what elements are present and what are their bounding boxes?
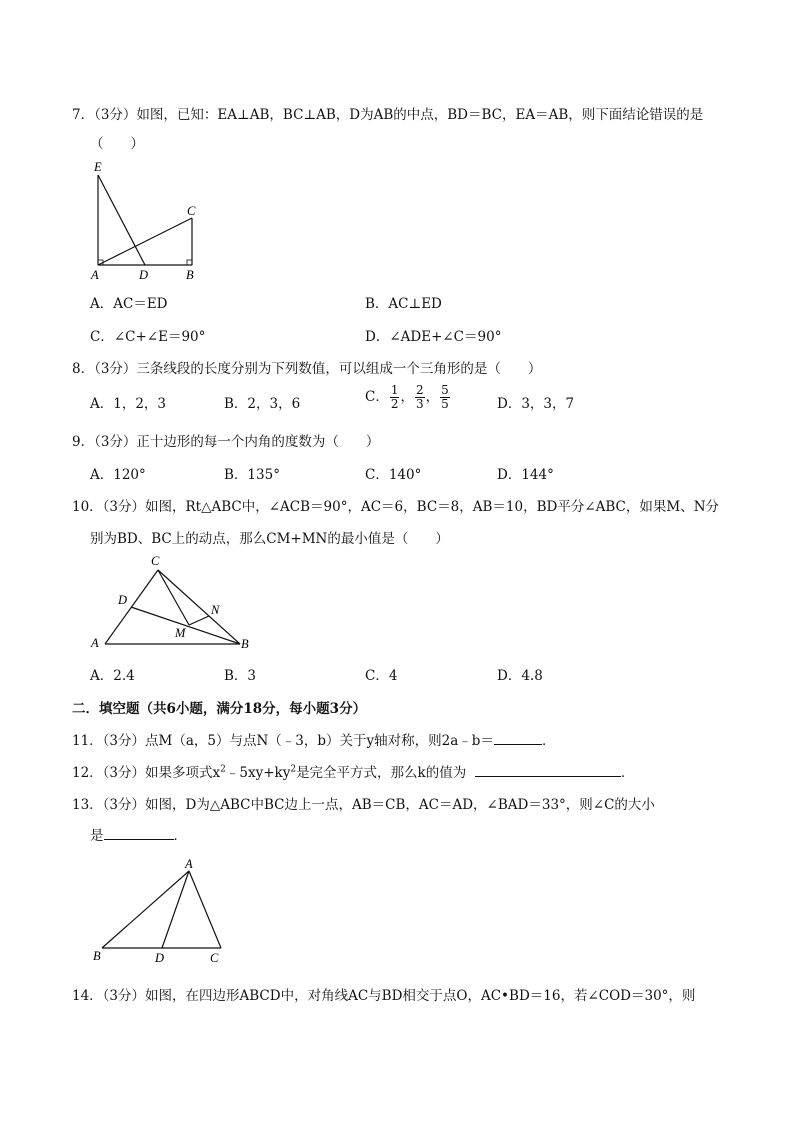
q11-period: ． (541, 733, 556, 749)
q10-label-m: M (175, 626, 186, 640)
q7-stem-line2: （ ） (90, 136, 144, 152)
q10-label-d: D (118, 593, 128, 607)
q7-label-e: E (94, 160, 102, 174)
q11-answer-blank[interactable] (494, 732, 542, 745)
q9-option-d: D．144° (497, 467, 554, 483)
q7-option-d: D．∠ADE+∠C＝90° (365, 329, 502, 345)
q13-segment-ac (189, 871, 221, 948)
q10-option-b: B．3 (224, 668, 257, 684)
q11-line (72, 729, 555, 749)
q12-text-a: 12．（3分）如果多项式x (72, 765, 221, 781)
q10-label-a: A (91, 636, 99, 650)
q10-option-d: D．4.8 (497, 668, 543, 684)
q12-text-c: 是完全平方式，那么k的值为 (296, 765, 467, 781)
q7-stem-line1: 7．（3分）如图，已知：EA⊥AB，BC⊥AB，D为AB的中点，BD＝BC，EA＝AB，则下面结论错误的是 (72, 107, 704, 123)
q8-option-d: D．3，3，7 (497, 396, 575, 412)
q8-fraction-3 (440, 384, 450, 411)
q10-segment-cb (158, 570, 240, 644)
q12-answer-blank[interactable] (475, 764, 621, 777)
q8-fraction-3-num: 5 (441, 383, 449, 397)
q8-fraction-2-den: 3 (415, 397, 424, 411)
q7-option-b: B．AC⊥ED (365, 296, 442, 312)
q13-answer-blank[interactable] (104, 827, 174, 840)
q7-option-a: A．AC＝ED (90, 296, 168, 312)
q14-stem: 14．（3分）如图，在四边形ABCD中，对角线AC与BD相交于点O，AC•BD＝16，若∠COD＝30°，则 (72, 988, 696, 1004)
q13-stem-line1: 13．（3分）如图，D为△ABC中BC边上一点，AB＝CB，AC＝AD，∠BAD＝33°，则∠C的大小 (72, 797, 655, 813)
q10-stem-line1: 10．（3分）如图，Rt△ABC中，∠ACB＝90°，AC＝6，BC＝8，AB＝10，BD平分∠ABC，如果M、N分 (72, 499, 720, 515)
q10-segment-mn (189, 616, 209, 625)
q8-option-a: A．1，2，3 (90, 396, 167, 412)
q7-figure (85, 155, 210, 285)
q8-fraction-2 (415, 384, 425, 411)
q9-stem: 9．（3分）正十边形的每一个内角的度数为（ ） (72, 434, 380, 450)
q8-option-c (365, 384, 451, 411)
q9-option-a: A．120° (90, 467, 146, 483)
q13-figure (85, 853, 230, 968)
q7-right-angle-b (187, 260, 192, 265)
q9-option-b: B．135° (224, 467, 280, 483)
q10-label-c: C (151, 554, 160, 568)
q10-label-b: B (241, 637, 249, 651)
q7-label-d: D (139, 268, 149, 282)
q7-segment-ac (98, 218, 192, 265)
q8-fraction-2-num: 2 (415, 383, 424, 397)
q7-option-c: C．∠C+∠E＝90° (90, 329, 206, 345)
q8-option-b: B．2，3，6 (224, 396, 301, 412)
q8-sep-1: ， (400, 389, 414, 405)
q7-segment-ed (98, 175, 145, 265)
q12-sup-2: 2 (290, 764, 297, 775)
q7-label-c: C (187, 204, 196, 218)
q13-text: 是 (90, 828, 104, 844)
q12-text-b: ﹣5xy+ky (225, 765, 291, 781)
q7-label-a: A (91, 268, 99, 282)
q13-label-a: A (185, 857, 193, 871)
q8-fraction-1-num: 1 (390, 383, 399, 397)
q10-option-a: A．2.4 (90, 668, 135, 684)
q13-label-b: B (93, 949, 101, 963)
q8-stem: 8．（3分）三条线段的长度分别为下列数值，可以组成一个三角形的是（ ） (72, 361, 542, 377)
q12-sup-1: 2 (220, 764, 226, 775)
q12-line (72, 761, 634, 781)
q10-stem-line2: 别为BD、BC上的动点，那么CM+MN的最小值是（ ） (90, 531, 449, 547)
q11-text: 11．（3分）点M（a，5）与点N（﹣3，b）关于y轴对称，则2a﹣b＝ (72, 733, 494, 749)
q8-fraction-1-den: 2 (390, 397, 399, 411)
section-2-heading: 二．填空题（共6小题，满分18分，每小题3分） (72, 701, 367, 717)
q12-period: ． (620, 765, 635, 781)
q13-label-c: C (210, 951, 219, 965)
q8-fraction-3-den: 5 (441, 397, 449, 411)
q13-stem-line2 (90, 824, 187, 844)
q8-fraction-1 (390, 384, 400, 411)
q13-label-d: D (155, 951, 165, 965)
q8-option-c-prefix: C． (365, 389, 389, 405)
q13-period: ． (173, 828, 187, 844)
q10-option-c: C．4 (365, 668, 398, 684)
q9-option-c: C．140° (365, 467, 422, 483)
q8-sep-2: ， (425, 389, 440, 405)
q10-figure (85, 552, 260, 652)
q10-segment-cm (158, 570, 189, 625)
q10-label-n: N (211, 603, 220, 617)
q10-segment-db (131, 607, 240, 644)
q7-label-b: B (186, 268, 194, 282)
